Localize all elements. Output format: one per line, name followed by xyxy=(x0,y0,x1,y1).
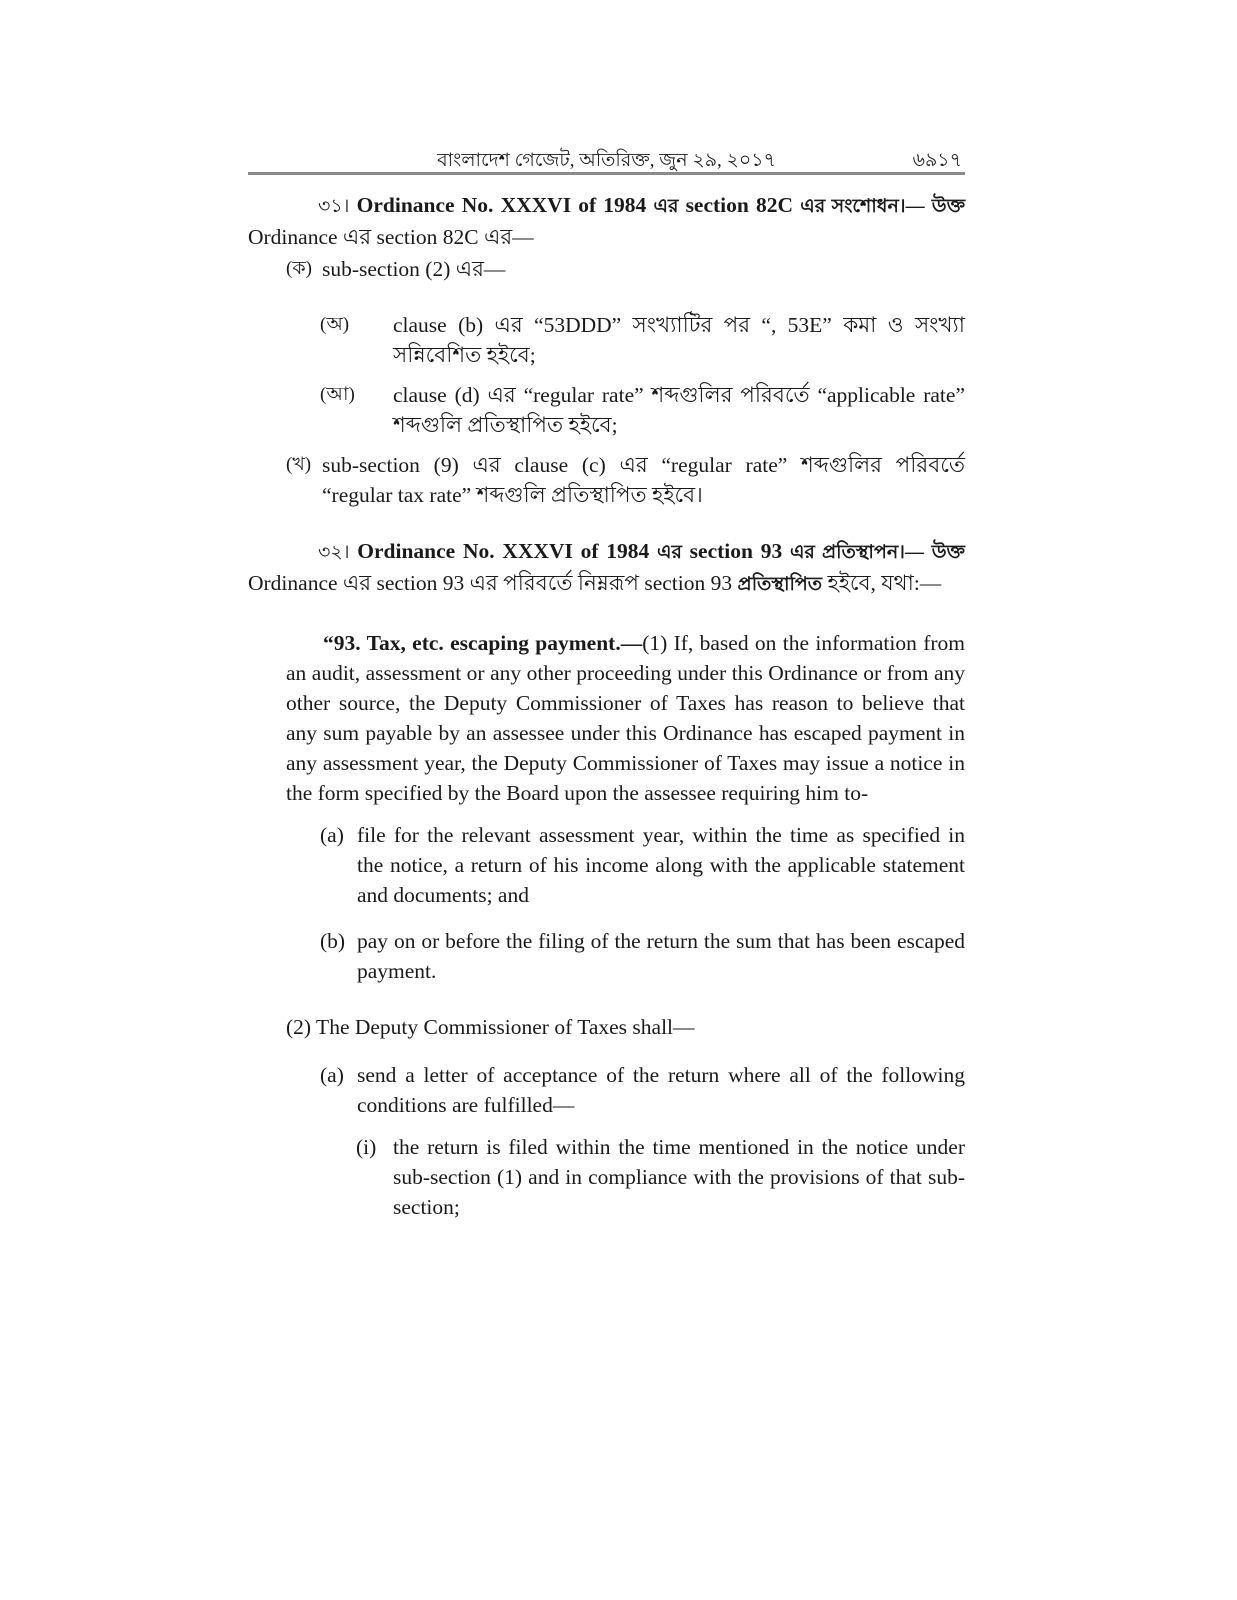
section-31-title-sec: section 82C xyxy=(685,193,794,217)
section-32-intro-bold: উক্ত xyxy=(931,542,965,563)
clause-kha xyxy=(286,450,965,510)
header-title: বাংলাদেশ গেজেট, অতিরিক্ত, জুন ২৯, ২০১৭ xyxy=(437,150,776,171)
clause-2a-text: send a letter of acceptance of the return where all of the following conditions are fulfilled— xyxy=(357,1063,965,1117)
header-rule xyxy=(248,172,965,175)
clause-1a-label: (a) xyxy=(320,823,344,847)
section-31-title-en: Ordinance No. XXXVI of 1984 xyxy=(356,193,647,217)
section-32-heading xyxy=(248,536,965,600)
subclause-a xyxy=(320,310,965,370)
clause-kha-text: sub-section (9) এর clause (c) এর “regular rate” শব্দগুলির পরিবর্তে “regular tax rate” শব্দগুলি প্রতিস্থাপিত হইবে। xyxy=(322,453,965,507)
section-32-number: ৩২। xyxy=(318,542,350,563)
section-32-title-end: এর প্রতিস্থাপন।— xyxy=(789,542,924,563)
subclause-aa-text: clause (d) এর “regular rate” শব্দগুলির পরিবর্তে “applicable rate” শব্দগুলি প্রতিস্থাপিত হইবে; xyxy=(393,383,965,437)
section-31-number: ৩১। xyxy=(318,196,350,217)
section-31-title-end: এর সংশোধন।— xyxy=(800,196,925,217)
section-32-intro-b: হইবে, যথা:— xyxy=(827,571,942,595)
section-32-title-sec: section 93 xyxy=(689,539,783,563)
section-93-clause-2a xyxy=(320,1060,965,1120)
subclause-i-label: (i) xyxy=(356,1135,377,1159)
section-31-intro: Ordinance এর section 82C এর— xyxy=(248,225,534,249)
clause-ka-text: sub-section (2) এর— xyxy=(322,257,506,281)
clause-1a-text: file for the relevant assessment year, within the time as specified in the notice, a return of his income along with the applicable statement and documents; and xyxy=(357,823,965,907)
clause-ka xyxy=(286,254,965,284)
clause-1b-text: pay on or before the filing of the return the sum that has been escaped payment. xyxy=(357,929,965,983)
section-93-heading: “93. Tax, etc. escaping payment.— xyxy=(323,631,643,655)
subclause-a-text: clause (b) এর “53DDD” সংখ্যাটির পর “, 53E” কমা ও সংখ্যা সন্নিবেশিত হইবে; xyxy=(393,313,965,367)
section-32-intro-bold2: প্রতিস্থাপিত xyxy=(737,574,823,595)
section-32-title-en: Ordinance No. XXXVI of 1984 xyxy=(357,539,650,563)
section-32-title-mid: এর xyxy=(657,542,682,563)
section-31-heading xyxy=(248,190,965,252)
page-header xyxy=(248,143,965,173)
section-31-intro-bold: উক্ত xyxy=(931,196,966,217)
subclause-a-label: (অ) xyxy=(320,314,350,335)
clause-kha-label: (খ) xyxy=(286,454,312,475)
subclause-aa-label: (আ) xyxy=(320,384,355,405)
page-number: ৬৯১৭ xyxy=(912,150,962,171)
section-93-subclause-i xyxy=(356,1132,965,1222)
document-body xyxy=(248,190,965,1222)
section-31-title-mid: এর xyxy=(653,196,679,217)
section-93-para-2: (2) The Deputy Commissioner of Taxes shall— xyxy=(286,1015,695,1039)
clause-ka-label: (ক) xyxy=(286,258,312,279)
section-93-clause-1a xyxy=(320,820,965,910)
section-93-clause-1b xyxy=(320,926,965,986)
clause-2a-label: (a) xyxy=(320,1063,344,1087)
section-93-para-1 xyxy=(286,628,965,808)
section-32-intro-a: Ordinance এর section 93 এর পরিবর্তে নিম্নরূপ section 93 xyxy=(248,571,733,595)
clause-1b-label: (b) xyxy=(320,929,346,953)
section-93-para-1-text: (1) If, based on the information from an audit, assessment or any other proceeding under this Ordinance or from any other source, the Deputy Commissioner of Taxes has reason to believe that any sum payable by an assessee under this Ordinance has escaped payment in any assessment year, the Deputy Commissioner of Taxes may issue a notice in the form specified by the Board upon the assessee requiring him to- xyxy=(286,631,966,805)
subclause-aa xyxy=(320,380,965,440)
subclause-i-text: the return is filed within the time mentioned in the notice under sub-section (1) and in compliance with the provisions of that sub-section; xyxy=(393,1135,965,1219)
